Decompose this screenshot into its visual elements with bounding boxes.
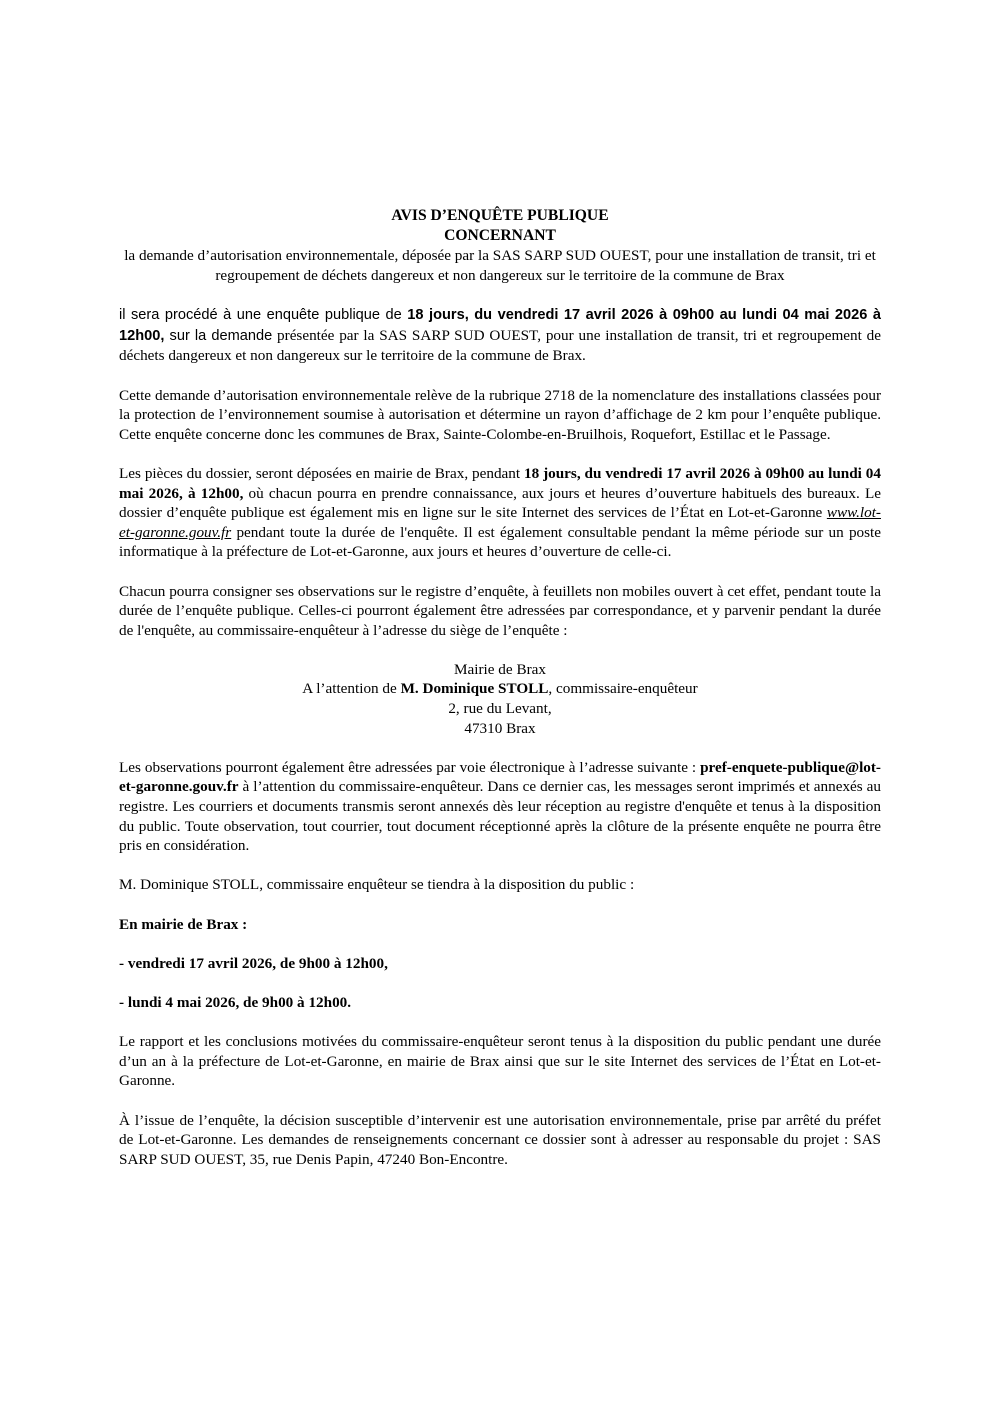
p5-rest: à l’attention du commissaire-enquêteur. Dans ce dernier cas, les messages seront imprimés et annexés au registre. Les courriers et documents transmis seront annexés dès leur réception au registre d'enquête et tenus à la disposition du public. Toute observation, tout courrier, tout document réceptionné après la clôture de la présente enquête ne pourra être pris en considération. xyxy=(119,778,881,855)
title-line-2: CONCERNANT xyxy=(444,227,556,244)
p1-dates: 18 jours, du vendredi 17 avril 2026 à 09h00 au lundi 04 mai 2026 à 12h00, xyxy=(119,307,882,344)
email-address-link[interactable]: pref-enquete-publique@lot-et-garonne.gouv.fr xyxy=(119,758,881,796)
address-line-2 xyxy=(119,679,881,699)
notice-body xyxy=(119,206,881,1169)
p3-intro: Les pièces du dossier, seront déposées en mairie de Brax, pendant xyxy=(119,464,524,482)
notice-title xyxy=(119,206,881,246)
p1-demand: sur la demande xyxy=(164,327,273,344)
permanence-item-1-text: - vendredi 17 avril 2026, de 9h00 à 12h00, xyxy=(119,954,388,972)
commissioner-name: M. Dominique STOLL xyxy=(400,680,549,698)
paragraph-rubrique: Cette demande d’autorisation environnementale relève de la rubrique 2718 de la nomenclature des installations classées pour la protection de l’environnement soumise à autorisation et détermine un rayon d’affichage de 2 km pour l’enquête publique. Cette enquête concerne donc les communes de Brax, Sainte-Colombe-en-Bruilhois, Roquefort, Estillac et le Passage. xyxy=(119,386,881,443)
paragraph-dossier xyxy=(119,464,881,562)
address-line-3: 2, rue du Levant, xyxy=(448,700,552,718)
address-line-1: Mairie de Brax xyxy=(454,660,546,678)
address-line-4: 47310 Brax xyxy=(464,719,536,737)
permanences-heading-text: En mairie de Brax : xyxy=(119,915,248,933)
title-line-1: AVIS D’ENQUÊTE PUBLIQUE xyxy=(391,207,609,224)
paragraph-enquiry-dates xyxy=(119,305,881,366)
permanence-item-1 xyxy=(119,954,881,974)
p3-rest: pendant toute la durée de l'enquête. Il est également consultable pendant la même période sur un poste informatique à la préfecture de Lot-et-Garonne, aux jours et heures d’ouverture de celle-ci. xyxy=(119,523,881,561)
paragraph-report: Le rapport et les conclusions motivées du commissaire-enquêteur seront tenus à la disposition du public pendant une durée d’un an à la préfecture de Lot-et-Garonne, en mairie de Brax ainsi que sur le site Internet des services de l’État en Lot-et-Garonne. xyxy=(119,1033,881,1090)
p3-middle: où chacun pourra en prendre connaissance, aux jours et heures d’ouverture habituels des bureaux. Le dossier d’enquête publique est également mis en ligne sur le site Internet des services de l’État en Lot-et-Garonne xyxy=(119,484,881,522)
paragraph-observations: Chacun pourra consigner ses observations sur le registre d’enquête, à feuillets non mobiles ouvert à cet effet, pendant toute la durée de l’enquête publique. Celles-ci pourront également être adressées par correspondance, et y parvenir pendant la durée de l'enquête, au commissaire-enquêteur à l’adresse du siège de l’enquête : xyxy=(119,582,881,639)
p3-dates: 18 jours, du vendredi 17 avril 2026 à 09h00 au lundi 04 mai 2026, à 12h00, xyxy=(119,464,881,502)
paragraph-decision: À l’issue de l’enquête, la décision susceptible d’intervenir est une autorisation environnementale, prise par arrêté du préfet de Lot-et-Garonne. Les demandes de renseignements concernant ce dossier sont à adresser au responsable du projet : SAS SARP SUD OUEST, 35, rue Denis Papin, 47240 Bon-Encontre. xyxy=(119,1111,881,1168)
address-attention: A l’attention de xyxy=(302,680,401,698)
permanence-item-2-text: - lundi 4 mai 2026, de 9h00 à 12h00. xyxy=(119,993,352,1011)
permanence-item-2 xyxy=(119,993,881,1013)
p1-intro: il sera procédé à une enquête publique de xyxy=(119,307,408,324)
notice-subtitle: la demande d’autorisation environnementale, déposée par la SAS SARP SUD OUEST, pour une installation de transit, tri et regroupement de déchets dangereux et non dangereux sur le territoire de la commune de Brax xyxy=(124,247,876,284)
address-role: , commissaire-enquêteur xyxy=(548,680,698,698)
p5-intro: Les observations pourront également être adressées par voie électronique à l’adresse suivante : xyxy=(119,758,701,776)
paragraph-availability: M. Dominique STOLL, commissaire enquêteur se tiendra à la disposition du public : xyxy=(119,876,635,894)
p1-rest: présentée par la SAS SARP SUD OUEST, pour une installation de transit, tri et regroupement de déchets dangereux et non dangereux sur le territoire de la commune de Brax. xyxy=(119,326,881,365)
prefecture-website-link[interactable]: www.lot-et-garonne.gouv.fr xyxy=(119,504,881,541)
permanences-heading xyxy=(119,915,881,935)
postal-address xyxy=(119,660,881,738)
paragraph-email xyxy=(119,758,881,856)
